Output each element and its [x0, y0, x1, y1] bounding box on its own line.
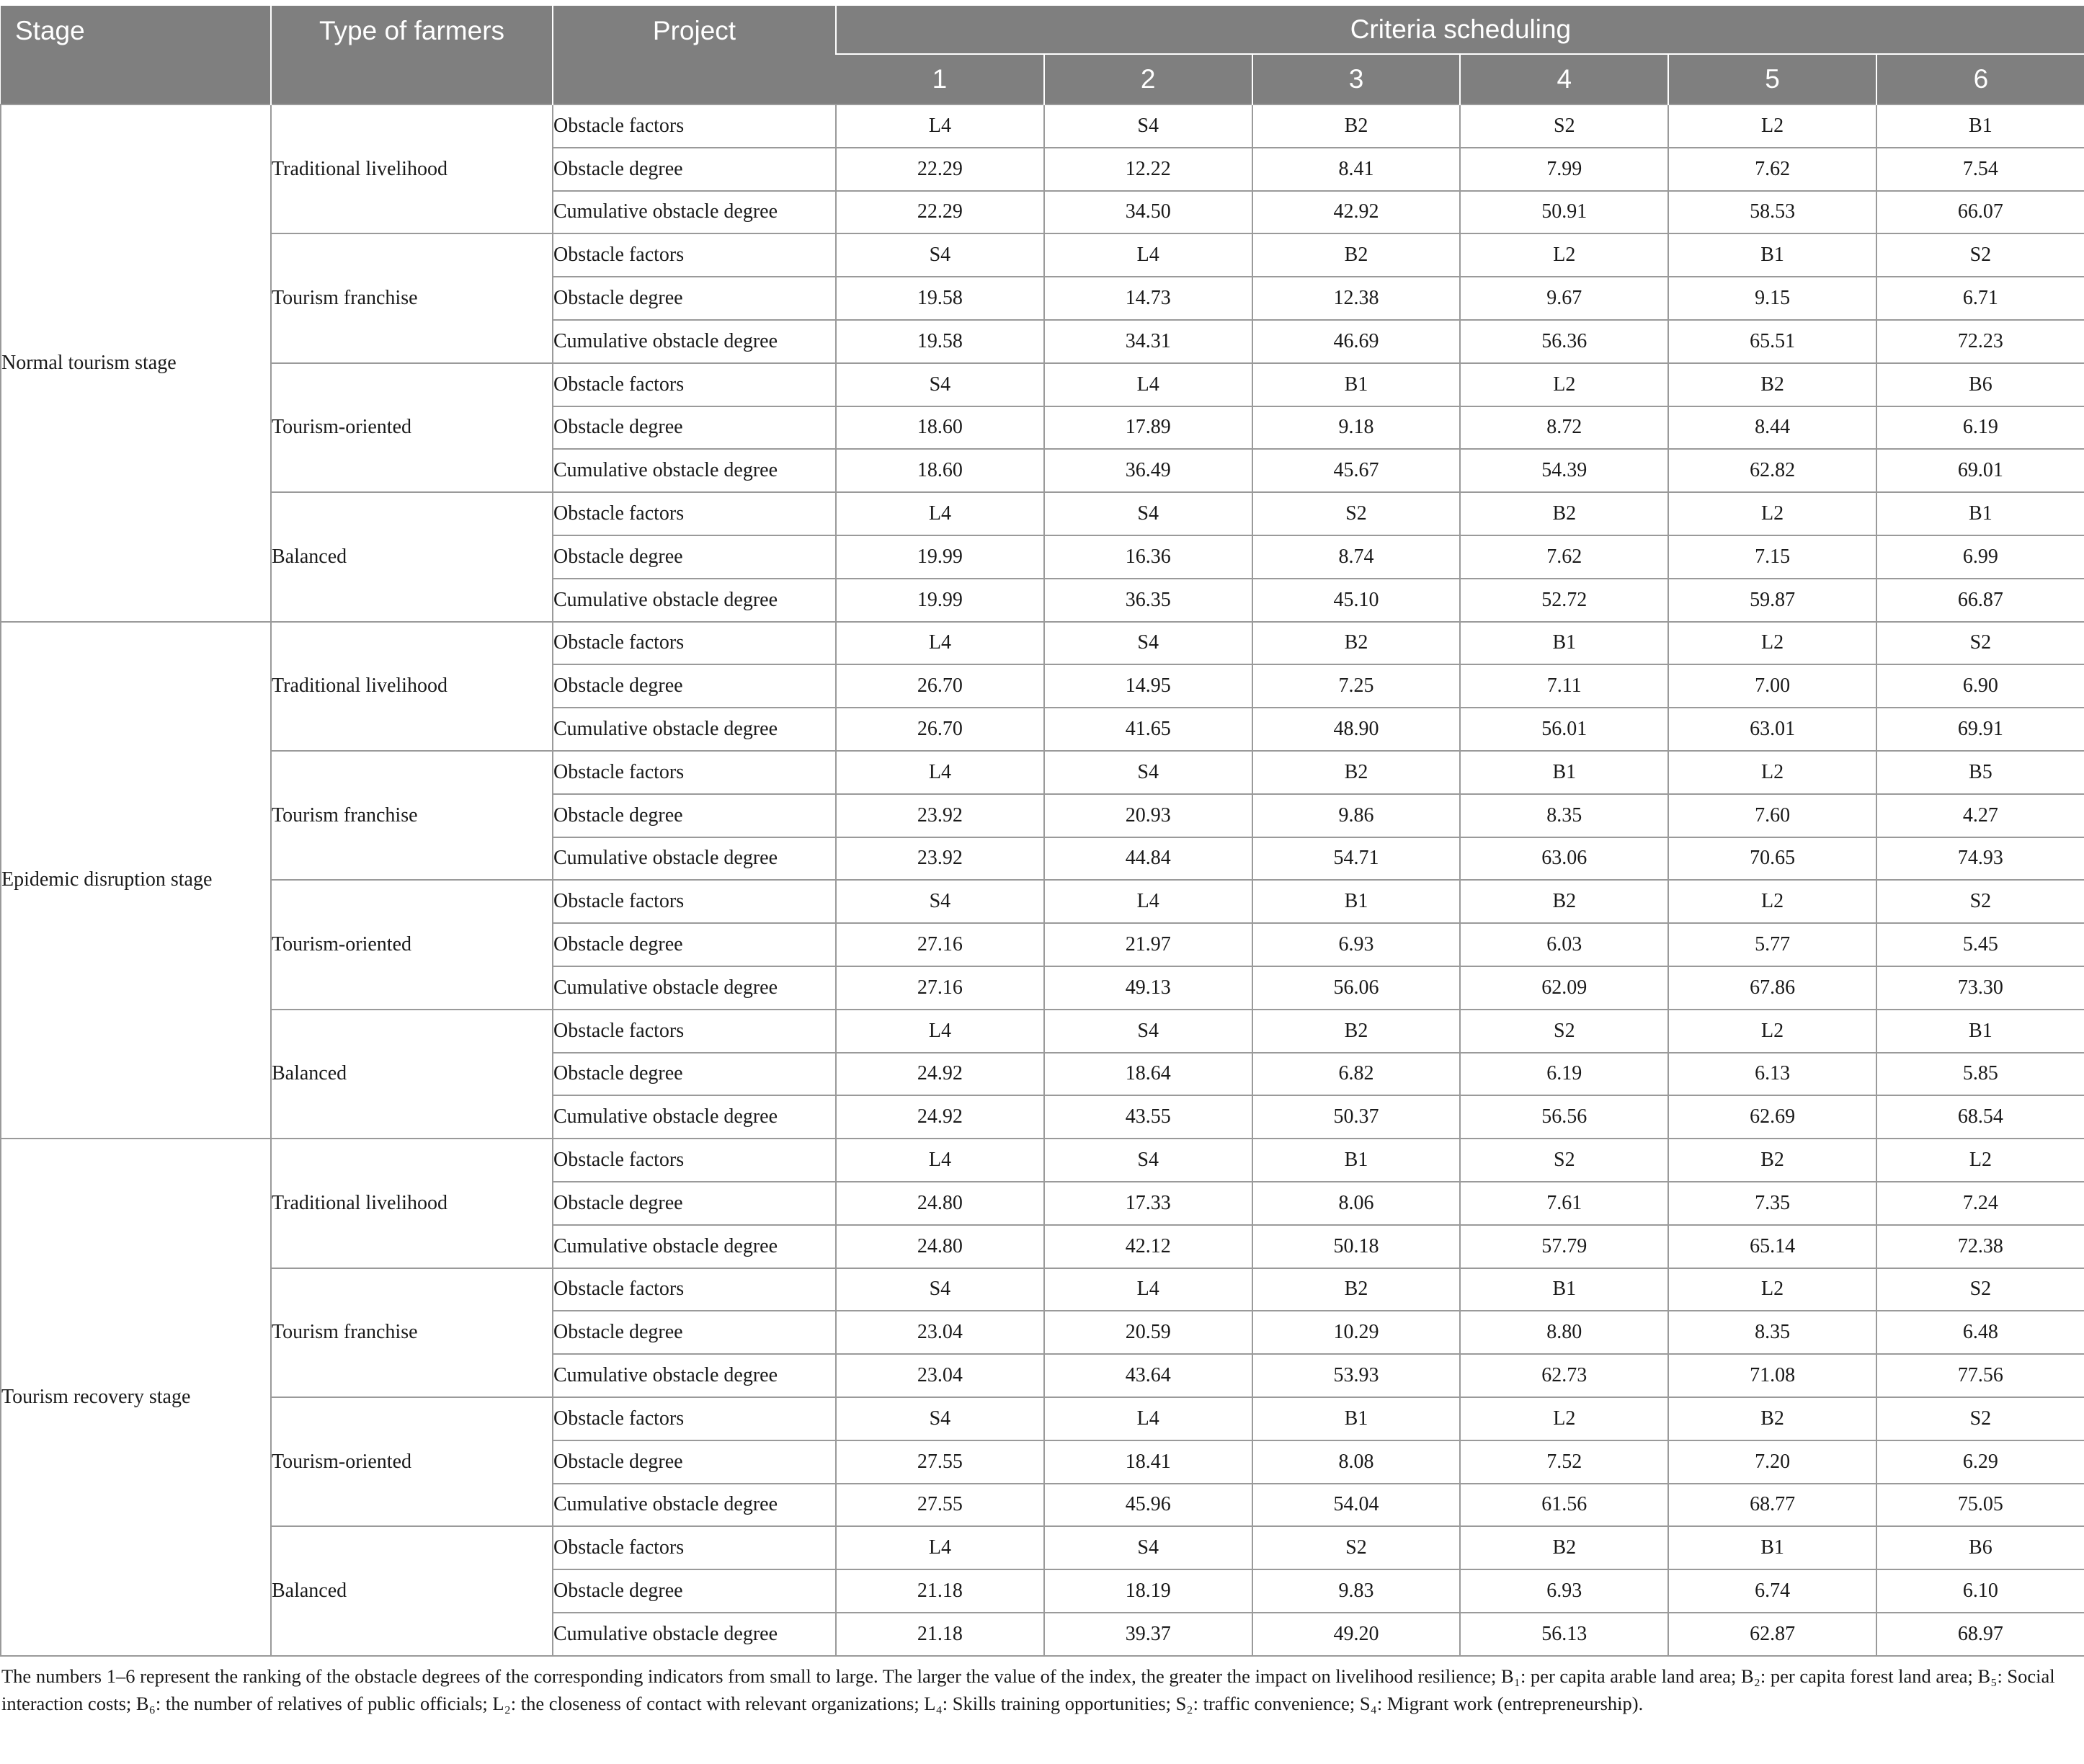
value-cell: S2 — [1876, 622, 2084, 665]
value-cell: 6.93 — [1460, 1569, 1668, 1613]
value-cell: B2 — [1460, 880, 1668, 923]
value-cell: 12.22 — [1044, 148, 1252, 191]
value-cell: 9.86 — [1252, 794, 1461, 837]
header-rank: 3 — [1252, 54, 1461, 104]
value-cell: 62.69 — [1668, 1095, 1876, 1139]
value-cell: 23.04 — [836, 1311, 1044, 1354]
value-cell: B2 — [1668, 1139, 1876, 1182]
value-cell: 6.71 — [1876, 277, 2084, 320]
header-rank: 5 — [1668, 54, 1876, 104]
value-cell: 6.19 — [1876, 406, 2084, 450]
value-cell: L2 — [1668, 1010, 1876, 1053]
value-cell: L2 — [1460, 1397, 1668, 1440]
value-cell: S2 — [1460, 104, 1668, 148]
value-cell: 75.05 — [1876, 1484, 2084, 1527]
project-cell: Cumulative obstacle degree — [553, 837, 836, 881]
value-cell: B1 — [1460, 1268, 1668, 1311]
value-cell: L2 — [1668, 1268, 1876, 1311]
value-cell: 72.38 — [1876, 1225, 2084, 1268]
value-cell: B1 — [1252, 363, 1461, 406]
value-cell: S2 — [1252, 492, 1461, 535]
value-cell: 27.55 — [836, 1440, 1044, 1484]
value-cell: 62.87 — [1668, 1613, 1876, 1656]
value-cell: 7.54 — [1876, 148, 2084, 191]
value-cell: 42.12 — [1044, 1225, 1252, 1268]
value-cell: S2 — [1460, 1139, 1668, 1182]
value-cell: 52.72 — [1460, 579, 1668, 622]
value-cell: 22.29 — [836, 191, 1044, 234]
project-cell: Obstacle degree — [553, 794, 836, 837]
value-cell: 56.13 — [1460, 1613, 1668, 1656]
value-cell: 68.97 — [1876, 1613, 2084, 1656]
value-cell: 56.56 — [1460, 1095, 1668, 1139]
value-cell: B2 — [1252, 751, 1461, 794]
value-cell: 19.99 — [836, 535, 1044, 579]
value-cell: 65.51 — [1668, 320, 1876, 363]
value-cell: 5.77 — [1668, 923, 1876, 966]
value-cell: 62.82 — [1668, 449, 1876, 492]
value-cell: 6.74 — [1668, 1569, 1876, 1613]
project-cell: Obstacle factors — [553, 233, 836, 277]
stage-cell: Tourism recovery stage — [1, 1139, 271, 1656]
value-cell: 8.41 — [1252, 148, 1461, 191]
value-cell: 63.06 — [1460, 837, 1668, 881]
value-cell: 6.93 — [1252, 923, 1461, 966]
project-cell: Cumulative obstacle degree — [553, 1095, 836, 1139]
value-cell: 66.07 — [1876, 191, 2084, 234]
value-cell: L2 — [1668, 492, 1876, 535]
value-cell: 7.61 — [1460, 1182, 1668, 1225]
value-cell: S4 — [836, 363, 1044, 406]
table-row — [1, 880, 2084, 923]
value-cell: L4 — [1044, 880, 1252, 923]
value-cell: S4 — [1044, 751, 1252, 794]
value-cell: L2 — [1876, 1139, 2084, 1182]
value-cell: 6.13 — [1668, 1053, 1876, 1096]
value-cell: 7.20 — [1668, 1440, 1876, 1484]
value-cell: 9.67 — [1460, 277, 1668, 320]
project-cell: Cumulative obstacle degree — [553, 449, 836, 492]
value-cell: S2 — [1252, 1526, 1461, 1569]
value-cell: 7.99 — [1460, 148, 1668, 191]
value-cell: 6.19 — [1460, 1053, 1668, 1096]
value-cell: 68.54 — [1876, 1095, 2084, 1139]
value-cell: B6 — [1876, 363, 2084, 406]
header-stage: Stage — [1, 6, 271, 104]
value-cell: 72.23 — [1876, 320, 2084, 363]
value-cell: 67.86 — [1668, 966, 1876, 1010]
project-cell: Cumulative obstacle degree — [553, 1484, 836, 1527]
value-cell: 45.96 — [1044, 1484, 1252, 1527]
header-project: Project — [553, 6, 836, 104]
value-cell: B2 — [1668, 363, 1876, 406]
value-cell: 69.01 — [1876, 449, 2084, 492]
value-cell: 70.65 — [1668, 837, 1876, 881]
value-cell: 24.92 — [836, 1095, 1044, 1139]
value-cell: L2 — [1460, 233, 1668, 277]
value-cell: 54.04 — [1252, 1484, 1461, 1527]
value-cell: B1 — [1252, 880, 1461, 923]
value-cell: 68.77 — [1668, 1484, 1876, 1527]
value-cell: 8.72 — [1460, 406, 1668, 450]
value-cell: L2 — [1668, 880, 1876, 923]
value-cell: 7.25 — [1252, 664, 1461, 708]
farmer-type-cell: Tourism franchise — [271, 1268, 553, 1397]
value-cell: B1 — [1460, 622, 1668, 665]
table-body — [1, 104, 2084, 1656]
value-cell: 18.41 — [1044, 1440, 1252, 1484]
value-cell: 7.52 — [1460, 1440, 1668, 1484]
value-cell: 26.70 — [836, 708, 1044, 751]
value-cell: B1 — [1460, 751, 1668, 794]
value-cell: S4 — [1044, 1139, 1252, 1182]
value-cell: 49.13 — [1044, 966, 1252, 1010]
value-cell: B6 — [1876, 1526, 2084, 1569]
value-cell: 36.35 — [1044, 579, 1252, 622]
farmer-type-cell: Traditional livelihood — [271, 622, 553, 751]
project-cell: Cumulative obstacle degree — [553, 966, 836, 1010]
value-cell: 7.00 — [1668, 664, 1876, 708]
value-cell: 57.79 — [1460, 1225, 1668, 1268]
value-cell: 12.38 — [1252, 277, 1461, 320]
project-cell: Cumulative obstacle degree — [553, 708, 836, 751]
value-cell: 23.92 — [836, 837, 1044, 881]
value-cell: S4 — [1044, 622, 1252, 665]
project-cell: Obstacle factors — [553, 492, 836, 535]
value-cell: 7.15 — [1668, 535, 1876, 579]
value-cell: S4 — [836, 1268, 1044, 1311]
header-criteria-scheduling: Criteria scheduling — [836, 6, 2084, 54]
value-cell: L4 — [836, 1139, 1044, 1182]
project-cell: Obstacle factors — [553, 1526, 836, 1569]
value-cell: 7.35 — [1668, 1182, 1876, 1225]
stage-cell: Normal tourism stage — [1, 104, 271, 622]
farmer-type-cell: Tourism-oriented — [271, 363, 553, 492]
project-cell: Obstacle degree — [553, 277, 836, 320]
value-cell: 71.08 — [1668, 1354, 1876, 1397]
header-type-of-farmers: Type of farmers — [271, 6, 553, 104]
table-container — [0, 6, 2084, 1717]
value-cell: L4 — [836, 622, 1044, 665]
table-row — [1, 104, 2084, 148]
value-cell: 19.99 — [836, 579, 1044, 622]
value-cell: 56.01 — [1460, 708, 1668, 751]
value-cell: 6.99 — [1876, 535, 2084, 579]
project-cell: Obstacle degree — [553, 664, 836, 708]
value-cell: 63.01 — [1668, 708, 1876, 751]
value-cell: 56.06 — [1252, 966, 1461, 1010]
value-cell: 7.11 — [1460, 664, 1668, 708]
farmer-type-cell: Tourism franchise — [271, 233, 553, 362]
value-cell: 6.03 — [1460, 923, 1668, 966]
value-cell: B1 — [1668, 233, 1876, 277]
project-cell: Cumulative obstacle degree — [553, 191, 836, 234]
value-cell: B2 — [1252, 104, 1461, 148]
value-cell: 54.71 — [1252, 837, 1461, 881]
project-cell: Obstacle degree — [553, 148, 836, 191]
value-cell: 21.18 — [836, 1613, 1044, 1656]
project-cell: Obstacle degree — [553, 1053, 836, 1096]
value-cell: L4 — [1044, 1397, 1252, 1440]
table-row — [1, 1526, 2084, 1569]
farmer-type-cell: Traditional livelihood — [271, 104, 553, 233]
table-row — [1, 363, 2084, 406]
value-cell: S4 — [1044, 492, 1252, 535]
farmer-type-cell: Tourism franchise — [271, 751, 553, 880]
value-cell: 6.82 — [1252, 1053, 1461, 1096]
value-cell: 39.37 — [1044, 1613, 1252, 1656]
value-cell: 6.10 — [1876, 1569, 2084, 1613]
value-cell: 9.15 — [1668, 277, 1876, 320]
value-cell: B2 — [1460, 492, 1668, 535]
value-cell: 5.85 — [1876, 1053, 2084, 1096]
value-cell: 49.20 — [1252, 1613, 1461, 1656]
project-cell: Cumulative obstacle degree — [553, 579, 836, 622]
value-cell: S4 — [836, 233, 1044, 277]
value-cell: 45.67 — [1252, 449, 1461, 492]
value-cell: S2 — [1876, 880, 2084, 923]
value-cell: 21.18 — [836, 1569, 1044, 1613]
value-cell: 18.19 — [1044, 1569, 1252, 1613]
value-cell: 17.89 — [1044, 406, 1252, 450]
value-cell: 23.04 — [836, 1354, 1044, 1397]
project-cell: Obstacle factors — [553, 880, 836, 923]
value-cell: 7.60 — [1668, 794, 1876, 837]
project-cell: Obstacle degree — [553, 1182, 836, 1225]
project-cell: Cumulative obstacle degree — [553, 1613, 836, 1656]
header-rank: 1 — [836, 54, 1044, 104]
value-cell: S2 — [1876, 1268, 2084, 1311]
value-cell: 24.92 — [836, 1053, 1044, 1096]
value-cell: L4 — [836, 492, 1044, 535]
value-cell: 9.83 — [1252, 1569, 1461, 1613]
value-cell: B1 — [1668, 1526, 1876, 1569]
value-cell: 27.55 — [836, 1484, 1044, 1527]
value-cell: 7.62 — [1668, 148, 1876, 191]
value-cell: 43.55 — [1044, 1095, 1252, 1139]
header-rank: 6 — [1876, 54, 2084, 104]
value-cell: 7.62 — [1460, 535, 1668, 579]
value-cell: 14.73 — [1044, 277, 1252, 320]
value-cell: 10.29 — [1252, 1311, 1461, 1354]
value-cell: 7.24 — [1876, 1182, 2084, 1225]
farmer-type-cell: Tourism-oriented — [271, 880, 553, 1009]
value-cell: 14.95 — [1044, 664, 1252, 708]
value-cell: L4 — [1044, 233, 1252, 277]
value-cell: 34.31 — [1044, 320, 1252, 363]
project-cell: Cumulative obstacle degree — [553, 320, 836, 363]
value-cell: L4 — [836, 1010, 1044, 1053]
table-row — [1, 751, 2084, 794]
farmer-type-cell: Balanced — [271, 492, 553, 621]
value-cell: L4 — [836, 751, 1044, 794]
value-cell: 43.64 — [1044, 1354, 1252, 1397]
value-cell: 54.39 — [1460, 449, 1668, 492]
value-cell: S2 — [1876, 233, 2084, 277]
project-cell: Obstacle degree — [553, 1569, 836, 1613]
value-cell: 53.93 — [1252, 1354, 1461, 1397]
value-cell: 50.37 — [1252, 1095, 1461, 1139]
value-cell: 34.50 — [1044, 191, 1252, 234]
value-cell: 62.73 — [1460, 1354, 1668, 1397]
value-cell: 8.35 — [1668, 1311, 1876, 1354]
table-footnote: The numbers 1–6 represent the ranking of the obstacle degrees of the corresponding indicators from small to large. The larger the value of the index, the greater the impact on livelihood resilience; B₁: per capita arable land area; B₂: per capita forest land area; B₅: Social interaction costs; B₆: the number of relatives of public officials; L₂: the closeness of contact with relevant organizations; L₄: Skills training opportunities; S₂: traffic convenience; S₄: Migrant work (entrepreneurship). — [1, 1665, 2055, 1714]
value-cell: 19.58 — [836, 277, 1044, 320]
project-cell: Obstacle degree — [553, 1311, 836, 1354]
table-row — [1, 1397, 2084, 1440]
value-cell: 36.49 — [1044, 449, 1252, 492]
project-cell: Cumulative obstacle degree — [553, 1225, 836, 1268]
project-cell: Obstacle degree — [553, 1440, 836, 1484]
table-header — [1, 6, 2084, 104]
project-cell: Obstacle degree — [553, 923, 836, 966]
table-row — [1, 1139, 2084, 1182]
value-cell: 19.58 — [836, 320, 1044, 363]
value-cell: 69.91 — [1876, 708, 2084, 751]
farmer-type-cell: Traditional livelihood — [271, 1139, 553, 1268]
value-cell: L2 — [1460, 363, 1668, 406]
value-cell: S4 — [836, 880, 1044, 923]
value-cell: 23.92 — [836, 794, 1044, 837]
value-cell: 18.60 — [836, 449, 1044, 492]
value-cell: B2 — [1252, 1268, 1461, 1311]
value-cell: 42.92 — [1252, 191, 1461, 234]
project-cell: Obstacle degree — [553, 535, 836, 579]
table-row — [1, 233, 2084, 277]
project-cell: Obstacle factors — [553, 1268, 836, 1311]
value-cell: S4 — [1044, 1010, 1252, 1053]
value-cell: 50.18 — [1252, 1225, 1461, 1268]
value-cell: S4 — [1044, 104, 1252, 148]
value-cell: B1 — [1252, 1139, 1461, 1182]
value-cell: B1 — [1876, 492, 2084, 535]
header-rank: 4 — [1460, 54, 1668, 104]
value-cell: 20.93 — [1044, 794, 1252, 837]
value-cell: 6.48 — [1876, 1311, 2084, 1354]
value-cell: 44.84 — [1044, 837, 1252, 881]
value-cell: 8.80 — [1460, 1311, 1668, 1354]
value-cell: L2 — [1668, 622, 1876, 665]
value-cell: 18.60 — [836, 406, 1044, 450]
value-cell: B2 — [1668, 1397, 1876, 1440]
farmer-type-cell: Balanced — [271, 1010, 553, 1139]
value-cell: 27.16 — [836, 966, 1044, 1010]
value-cell: 9.18 — [1252, 406, 1461, 450]
value-cell: 21.97 — [1044, 923, 1252, 966]
value-cell: 73.30 — [1876, 966, 2084, 1010]
value-cell: 8.74 — [1252, 535, 1461, 579]
project-cell: Obstacle factors — [553, 1010, 836, 1053]
value-cell: B2 — [1252, 233, 1461, 277]
value-cell: 50.91 — [1460, 191, 1668, 234]
project-cell: Obstacle factors — [553, 622, 836, 665]
value-cell: B2 — [1252, 622, 1461, 665]
value-cell: 46.69 — [1252, 320, 1461, 363]
value-cell: 8.06 — [1252, 1182, 1461, 1225]
value-cell: L4 — [836, 1526, 1044, 1569]
project-cell: Obstacle factors — [553, 363, 836, 406]
value-cell: 18.64 — [1044, 1053, 1252, 1096]
value-cell: 77.56 — [1876, 1354, 2084, 1397]
obstacle-table — [0, 6, 2084, 1657]
value-cell: 27.16 — [836, 923, 1044, 966]
value-cell: 22.29 — [836, 148, 1044, 191]
value-cell: L4 — [836, 104, 1044, 148]
project-cell: Obstacle factors — [553, 751, 836, 794]
value-cell: 20.59 — [1044, 1311, 1252, 1354]
value-cell: B2 — [1252, 1010, 1461, 1053]
value-cell: 17.33 — [1044, 1182, 1252, 1225]
value-cell: 24.80 — [836, 1182, 1044, 1225]
value-cell: 62.09 — [1460, 966, 1668, 1010]
value-cell: 74.93 — [1876, 837, 2084, 881]
project-cell: Cumulative obstacle degree — [553, 1354, 836, 1397]
value-cell: 4.27 — [1876, 794, 2084, 837]
value-cell: B2 — [1460, 1526, 1668, 1569]
value-cell: 65.14 — [1668, 1225, 1876, 1268]
value-cell: 8.35 — [1460, 794, 1668, 837]
value-cell: 66.87 — [1876, 579, 2084, 622]
header-rank: 2 — [1044, 54, 1252, 104]
value-cell: B1 — [1876, 1010, 2084, 1053]
value-cell: 58.53 — [1668, 191, 1876, 234]
value-cell: 6.29 — [1876, 1440, 2084, 1484]
value-cell: L4 — [1044, 1268, 1252, 1311]
value-cell: 61.56 — [1460, 1484, 1668, 1527]
value-cell: B1 — [1252, 1397, 1461, 1440]
stage-cell: Epidemic disruption stage — [1, 622, 271, 1139]
value-cell: L4 — [1044, 363, 1252, 406]
value-cell: B1 — [1876, 104, 2084, 148]
value-cell: 6.90 — [1876, 664, 2084, 708]
project-cell: Obstacle degree — [553, 406, 836, 450]
project-cell: Obstacle factors — [553, 1139, 836, 1182]
value-cell: S4 — [1044, 1526, 1252, 1569]
value-cell: B5 — [1876, 751, 2084, 794]
value-cell: 5.45 — [1876, 923, 2084, 966]
value-cell: 8.44 — [1668, 406, 1876, 450]
value-cell: 59.87 — [1668, 579, 1876, 622]
value-cell: 41.65 — [1044, 708, 1252, 751]
table-row — [1, 622, 2084, 665]
value-cell: 56.36 — [1460, 320, 1668, 363]
value-cell: S2 — [1460, 1010, 1668, 1053]
table-row — [1, 1010, 2084, 1053]
farmer-type-cell: Balanced — [271, 1526, 553, 1655]
value-cell: L2 — [1668, 104, 1876, 148]
project-cell: Obstacle factors — [553, 104, 836, 148]
value-cell: L2 — [1668, 751, 1876, 794]
value-cell: 26.70 — [836, 664, 1044, 708]
value-cell: 24.80 — [836, 1225, 1044, 1268]
value-cell: 16.36 — [1044, 535, 1252, 579]
value-cell: 45.10 — [1252, 579, 1461, 622]
table-row — [1, 492, 2084, 535]
value-cell: S4 — [836, 1397, 1044, 1440]
table-row — [1, 1268, 2084, 1311]
value-cell: S2 — [1876, 1397, 2084, 1440]
value-cell: 8.08 — [1252, 1440, 1461, 1484]
farmer-type-cell: Tourism-oriented — [271, 1397, 553, 1526]
project-cell: Obstacle factors — [553, 1397, 836, 1440]
value-cell: 48.90 — [1252, 708, 1461, 751]
